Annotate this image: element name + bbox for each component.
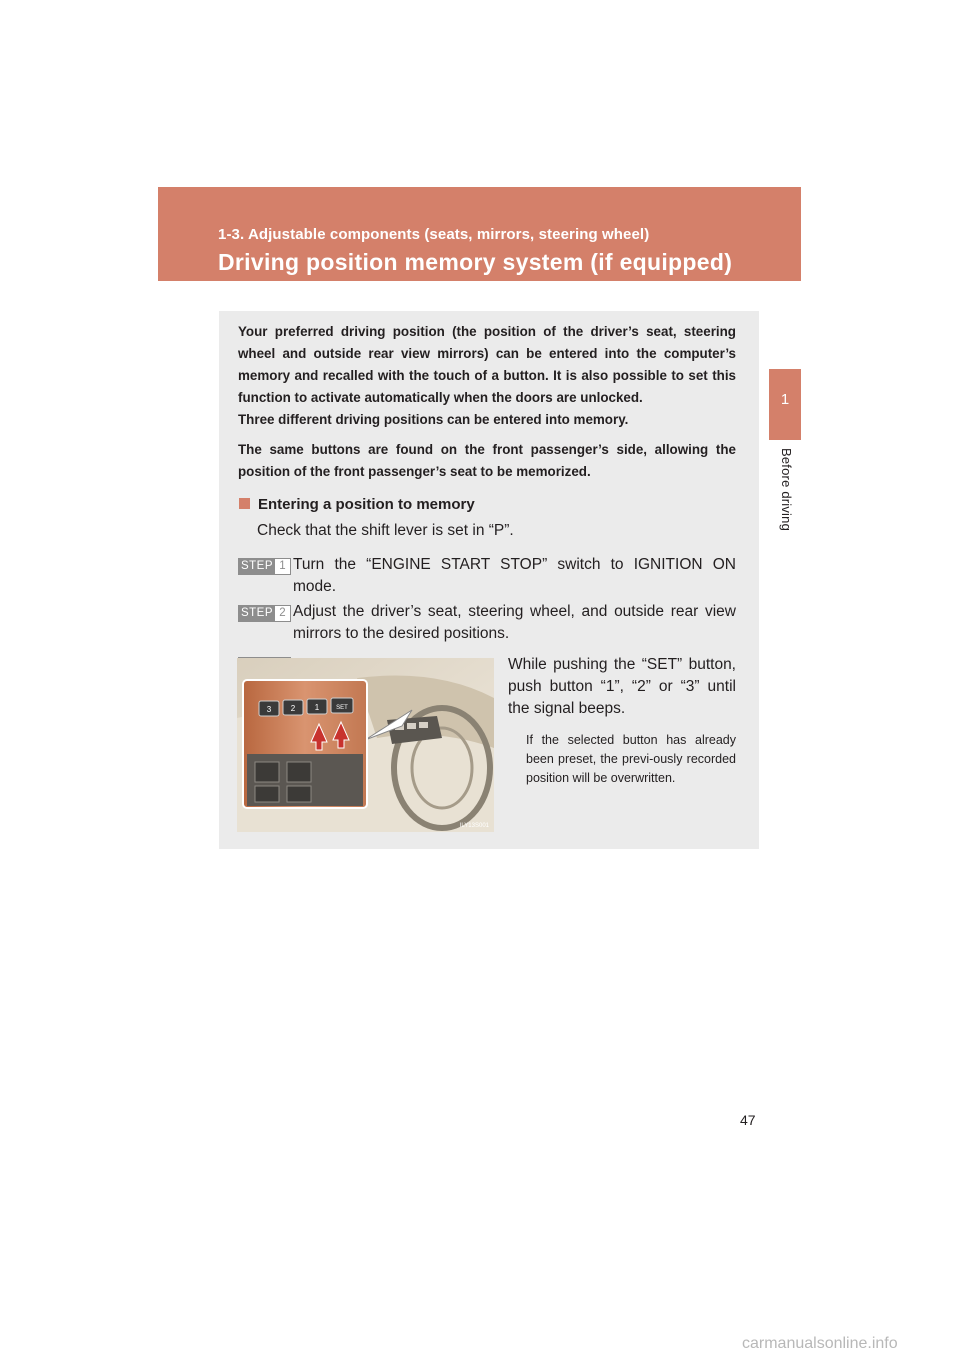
step-badge-number: 1 (279, 560, 286, 572)
figure-code: ILY13S001 (459, 823, 489, 829)
chapter-tab (769, 369, 801, 440)
chapter-number: 1 (780, 391, 790, 408)
chapter-title: Before driving (779, 448, 794, 532)
intro-text (238, 321, 736, 483)
intro-paragraph: Three different driving positions can be entered into memory. (238, 412, 629, 427)
step-2-text: Adjust the driver’s seat, steering wheel, and outside rear view mirrors to the desired positions. (293, 603, 736, 642)
watermark: carmanualsonline.info (742, 1335, 898, 1352)
step-badge-word: STEP (240, 560, 274, 572)
page-title: Driving position memory system (if equipped) (218, 249, 733, 275)
step-badge (238, 558, 291, 575)
step-badge-number: 2 (279, 607, 286, 619)
step-text (293, 554, 736, 598)
step-1-text: Turn the “ENGINE START STOP” switch to IGNITION ON mode. (293, 556, 736, 595)
step-text (293, 601, 736, 645)
step-badge (238, 605, 291, 622)
square-bullet-icon (239, 498, 250, 509)
subheading-label: Entering a position to memory (258, 496, 475, 513)
step-badge-word: STEP (240, 607, 274, 619)
button-label: 2 (290, 704, 296, 713)
step-3-text: While pushing the “SET” button, push button “1”, “2” or “3” until the signal beeps. (508, 656, 736, 717)
button-label: SET (336, 705, 348, 711)
button-label: 1 (314, 703, 320, 712)
door-switch-figure (237, 658, 494, 832)
step-3-note: If the selected button has already been preset, the previ-ously recorded position will be overwritten. (526, 733, 736, 785)
door-switch-illustration (237, 658, 494, 832)
check-instruction: Check that the shift lever is set in “P”. (257, 522, 514, 539)
chapter-header (158, 187, 801, 281)
button-label: 3 (266, 705, 272, 714)
subheading (239, 496, 475, 513)
section-label: 1-3. Adjustable components (seats, mirrors, steering wheel) (218, 226, 650, 243)
content-panel (219, 311, 759, 849)
intro-paragraph: Your preferred driving position (the position of the driver’s seat, steering wheel and outside rear view mirrors) can be entered into the computer’s memory and recalled with the touch of a button. It is also possible to set this function to activate automatically when the doors are unlocked. (238, 324, 736, 405)
intro-paragraph: The same buttons are found on the front passenger’s side, allowing the position of the front passenger’s seat to be memorized. (238, 442, 736, 479)
page-number: 47 (740, 1112, 756, 1128)
